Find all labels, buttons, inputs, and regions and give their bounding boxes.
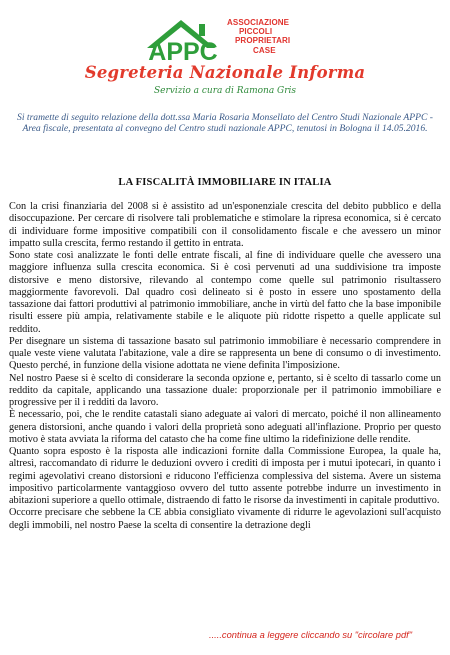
paragraph: Con la crisi finanziaria del 2008 si è assistito ad un'esponenziale crescita del debito pubblico e della disoccupazione. Per cercare di risolvere tali problematiche e stimolare la ripresa economica, si è cercato di individuare forme impositive compatibili con il consolidamento fiscale e che avessero un minor impatto sulla crescita, fermo restando il gettito in entrata. (9, 201, 441, 249)
servizio-subheading: Servizio a cura di Ramona Gris (153, 86, 297, 96)
paragraph: Sono state così analizzate le fonti delle entrate fiscali, al fine di individuare quelle che avessero una maggiore influenza sulla crescita economica. Si è così pervenuti ad una suddivisione tra imposte distorsive e meno distorsive, rilevando al contempo come quelle sul patrimonio risultassero maggiormente favorevoli. Dal quadro così delineato si è posto in essere uno spostamento della tassazione dai fattori produttivi al patrimonio immobiliare, anche in virtù del fatto che la base imponibile risulti essere più ampia, relativamente stabile e le aliquote più ridotte rispetto a quelle applicate sul reddito. (9, 250, 441, 335)
paragraph: Quanto sopra esposto è la risposta alle indicazioni fornite dalla Commissione Europea, la quale ha, altresì, raccomandato di ridurre le deduzioni ovvero i crediti di imposta per i mutui ipotecari, in quanto i regimi agevolativi creano distorsioni e riducono l'efficienza complessiva del sistema. Avere un sistema impositivo particolarmente vantaggioso ovvero del tutto assente potrebbe indurre un investimento in abitazioni superiore a quello ottimale, distraendo di fatto le risorse da investimenti in capitale produttivo. (9, 446, 441, 506)
association-line-4: CASE (253, 45, 276, 55)
intro-note: Si tramette di seguito relazione della dott.ssa Maria Rosaria Monsellato del Centro Studi Nazionale APPC - Area fiscale, presentata al convegno del Centro studi nazionale APPC, tenutosi in Bologna il 14.05.2016. (17, 112, 433, 135)
paragraph: Occorre precisare che sebbene la CE abbia consigliato vivamente di ridurre le agevolazioni sull'acquisto degli immobili, nel nostro Paese la scelta di consentire la detrazione degli (9, 507, 441, 531)
article-title: LA FISCALITÀ IMMOBILIARE IN ITALIA (118, 177, 332, 188)
association-line-3: PROPRIETARI (235, 36, 291, 46)
segreteria-heading: Segreteria Nazionale Informa (84, 63, 366, 82)
association-name (227, 18, 307, 55)
continue-reading-link[interactable]: .....continua a leggere cliccando su "circolare pdf" (209, 630, 412, 640)
article-body (9, 201, 441, 532)
paragraph: Nel nostro Paese si è scelto di considerare la seconda opzione e, pertanto, si è scelto di tassarlo come un reddito da capitale, applicando una tassazione duale: proporzionale per il patrimonio immobiliare e progressive per il i redditi da lavoro. (9, 372, 441, 408)
association-line-2: PICCOLI (239, 27, 273, 37)
paragraph: Per disegnare un sistema di tassazione basato sul patrimonio immobiliare è necessario comprendere in quale veste viene valutata l'abitazione, vale a dire se rappresenta un bene di consumo o di investimento. Questo perché, in funzione della visione adottata ne viene definita l'imposizione. (9, 335, 441, 372)
association-line-1: ASSOCIAZIONE (227, 18, 290, 27)
logo-text: APPC (148, 38, 218, 64)
paragraph: È necessario, poi, che le rendite catastali siano adeguate ai valori di mercato, poiché il non allineamento genera distorsioni, anche quando i valori della proprietà sono adeguati all'inflazione. Proprio per questo motivo è stata avviata la riforma del catasto che ha come fine ultimo la ridefinizione delle rendite. (9, 409, 441, 445)
